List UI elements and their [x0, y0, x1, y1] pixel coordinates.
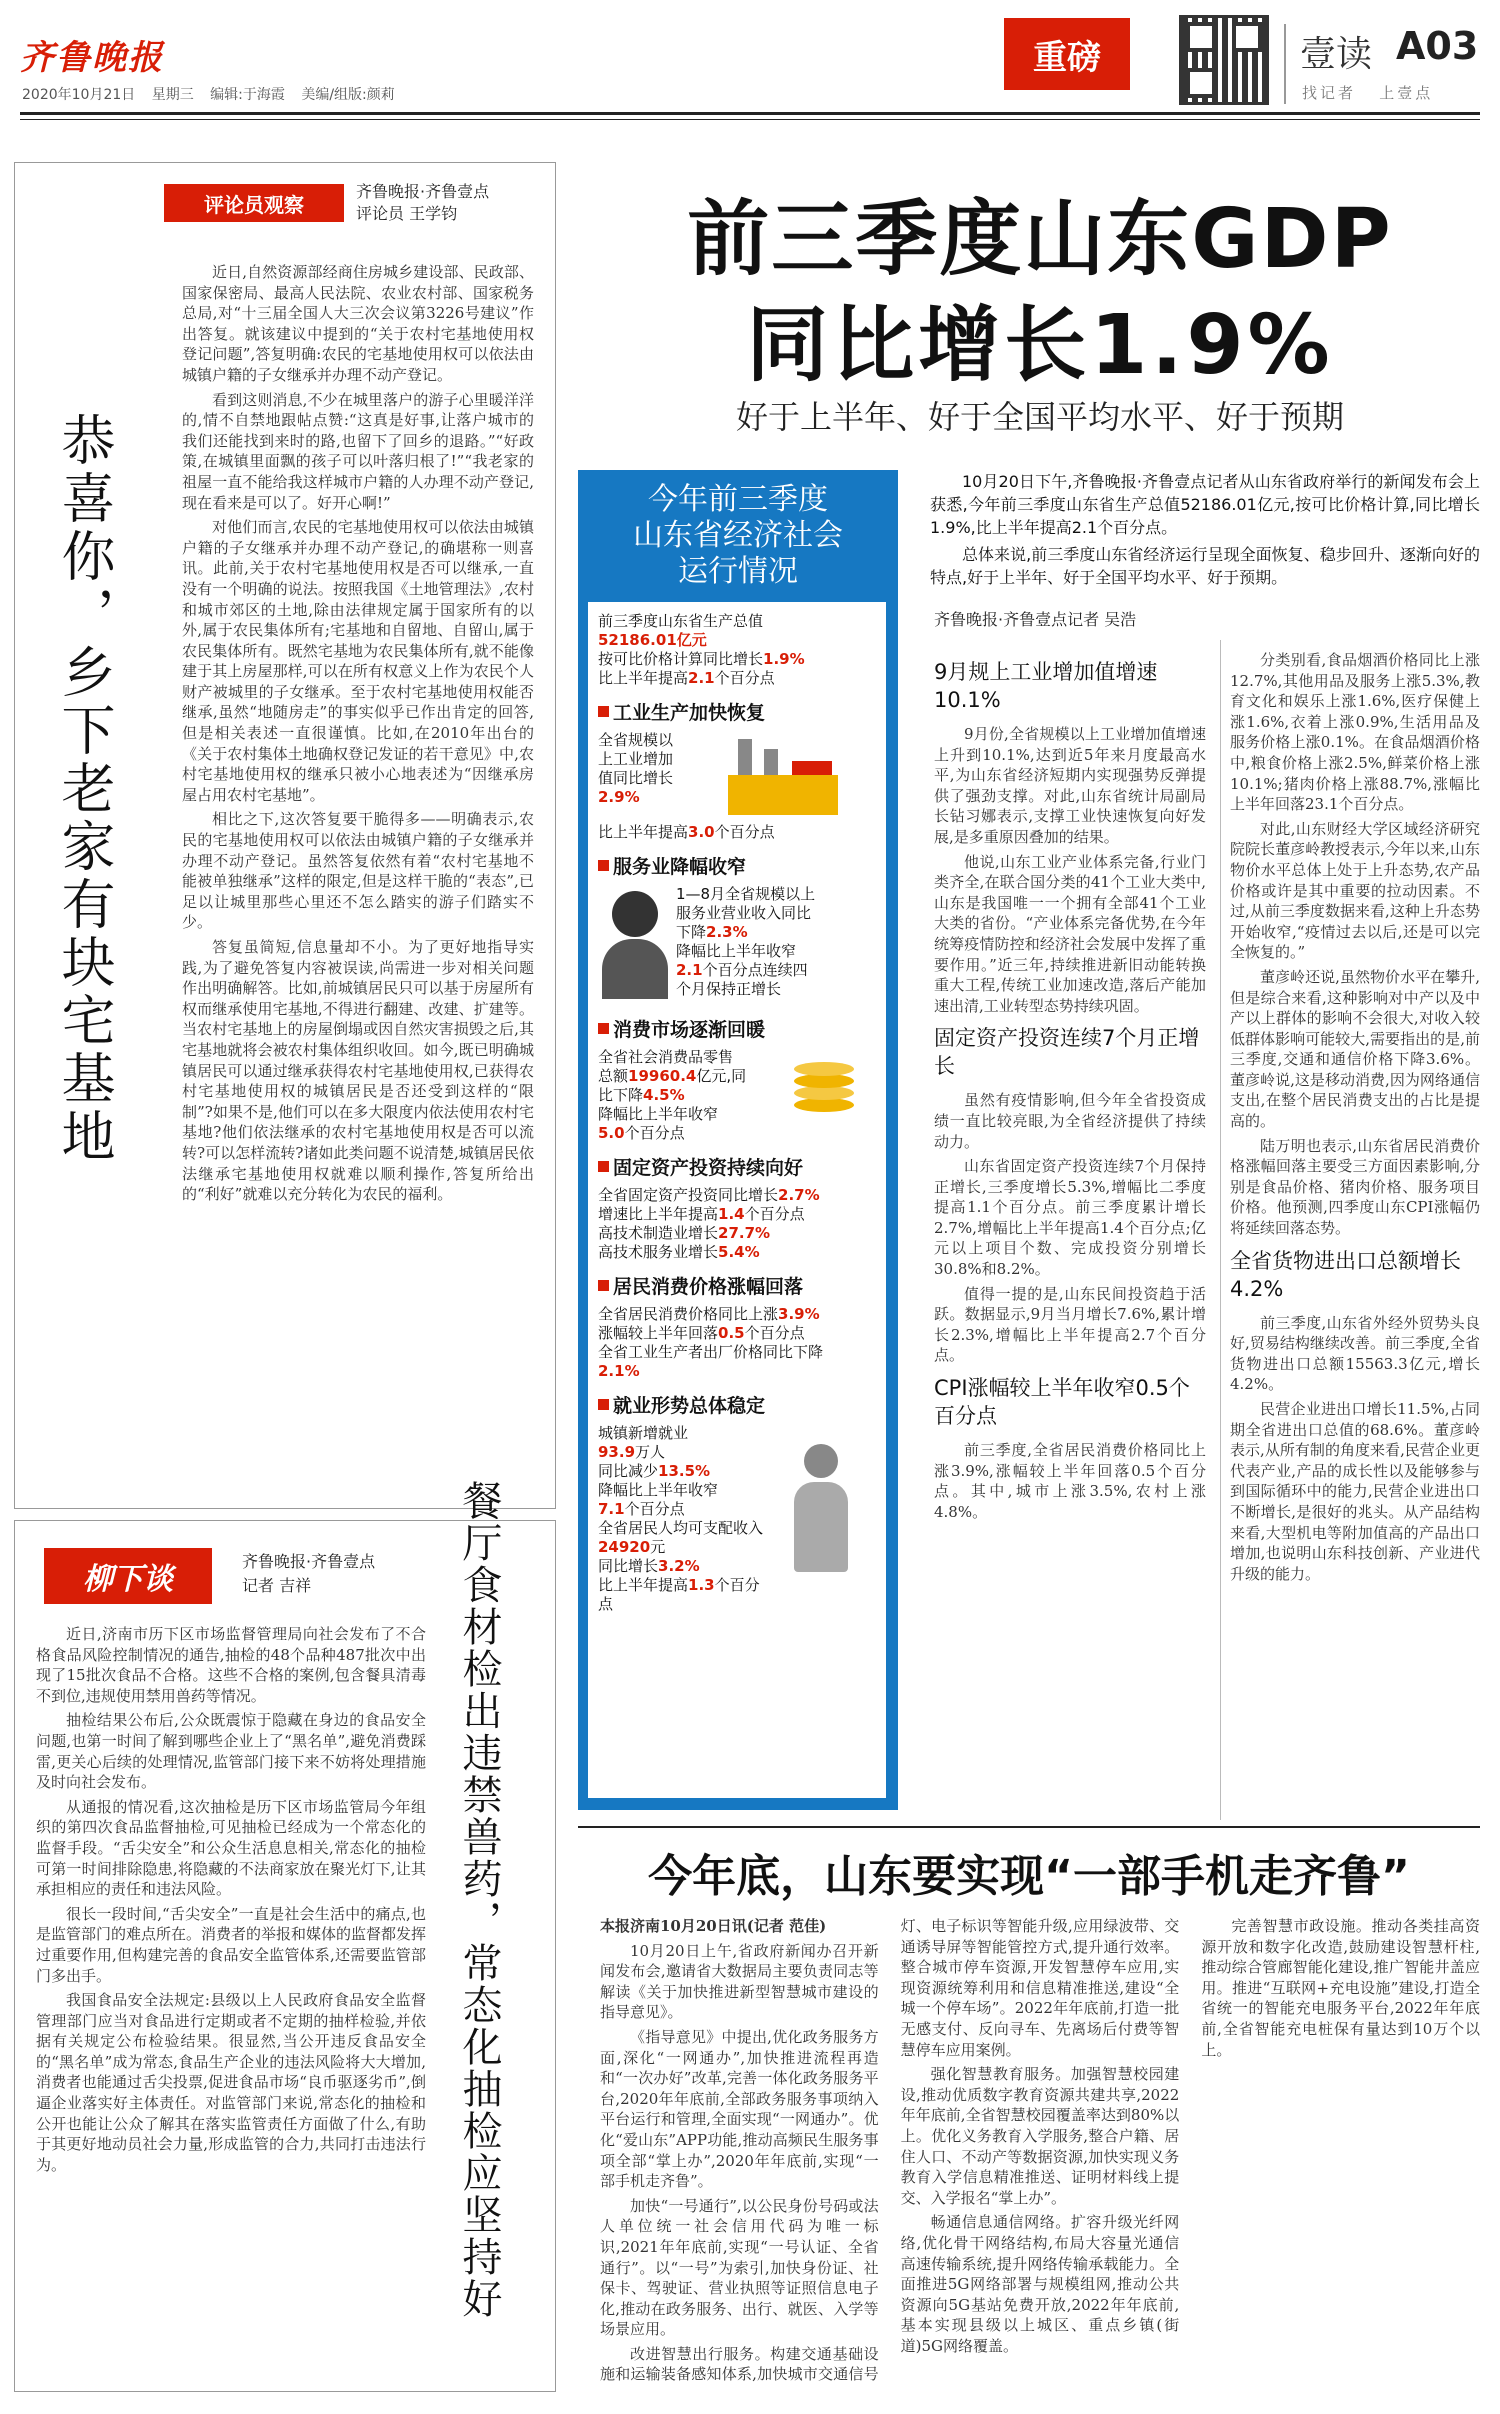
- article-paragraph: 分类别看,食品烟酒价格同比上涨12.7%,其他用品及服务上涨5.3%,教育文化和娱乐上涨1.6%,医疗保健上涨1.6%,衣着上涨0.9%,生活用品及服务价格上涨0.1%。在食品烟酒价格中,粮食价格上涨2.5%,鲜菜价格上涨10.1%;猪肉价格上涨88.7%,涨幅比上半年回落23.1个百分点。: [1230, 651, 1480, 814]
- main-headline-line2: 同比增长1.9%: [746, 298, 1334, 393]
- commentary-article: [14, 162, 554, 1507]
- phone-headline: 今年底，山东要实现“一部手机走齐鲁”: [648, 1851, 1410, 1902]
- qr-code-icon: [1182, 18, 1266, 102]
- article-paragraph: 前三季度,全省居民消费价格同比上涨3.9%,涨幅较上半年回落0.5个百分点。其中,城市上涨3.5%,农村上涨4.8%。: [934, 1441, 1206, 1521]
- article-paragraph: 山东省固定资产投资连续7个月保持正增长,三季度增长5.3%,增幅比二季度提高1.1个百分点。前三季度累计增长2.7%,增幅比上半年提高1.4个百分点;亿元以上项目个数、完成投资分别增长30.8%和8.2%。: [934, 1157, 1206, 1279]
- willow-paragraph: 近日,济南市历下区市场监督管理局向社会发布了不合格食品风险控制情况的通告,抽检的48个品种487批次中出现了15批次食品不合格。这些不合格的案例,包含餐具清毒不到位,违规使用禁用兽药等情况。: [36, 1625, 426, 1705]
- commentary-author: 评论员 王学钧: [356, 204, 458, 223]
- infobox-section-head: 消费市场逐渐回暖: [598, 1015, 876, 1042]
- willow-author: 记者 吉祥: [242, 1576, 312, 1595]
- article-paragraph: 他说,山东工业产业体系完备,行业门类齐全,在联合国分类的41个工业大类中,山东是我国唯一一个拥有全部41个工业大类的省份。“产业体系完备优势,在今年统筹疫情防控和经济社会发展中发挥了重要作用。”近三年,持续推进新旧动能转换重大工程,传统工业加速改造,落后产能加速出清,工业转型态势持续巩固。: [934, 852, 1206, 1015]
- phone-dateline: 本报济南10月20日讯(记者 范佳): [600, 1917, 827, 1935]
- phone-paragraph: 完善智慧市政设施。推动各类挂高资源开放和数字化改造,鼓励建设智慧杆柱,推动综合管廊智能化建设,推广智能井盖应用。推进“互联网+充电设施”建设,打造全省统一的智能充电服务平台,2022年年底前,全省智能充电桩保有量达到10万个以上。: [1201, 1917, 1480, 2059]
- section-tag: 重磅: [1004, 18, 1130, 90]
- main-subheadline: 好于上半年、好于全国平均水平、好于预期: [735, 398, 1344, 436]
- commentary-paragraph: 对他们而言,农民的宅基地使用权可以依法由城镇户籍的子女继承并办理不动产登记,的确堪称一则喜讯。此前,关于农村宅基地使用权是否可以继承,一直没有一个明确的说法。按照我国《土地管理法》,农村和城市郊区的土地,除由法律规定属于国家所有的以外,属于农民集体所有;宅基地和自留地、自留山,属于农民集体所有。既然宅基地为农民集体所有,就不能像建于其上房屋那样,可以在所有权意义上作为农民个人财产被城里的子女继承。至于农村宅基地使用权能否继承,虽然“地随房走”的事实似乎已作出肯定的回答,但是相关表述一直很谨慎。比如,在2010年出台的《关于农村集体土地确权登记发证的若干意见》中,农村宅基地使用权的继承只被小心地表述为“因继承房屋占用农村宅基地”。: [182, 518, 534, 804]
- willow-paragraph: 很长一段时间,“舌尖安全”一直是社会生活中的痛点,也是监管部门的难点所在。消费者的举报和媒体的监督都发挥过重要作用,但构建完善的食品安全监管体系,还需要监管部门多出手。: [36, 1904, 426, 1985]
- willow-source: 齐鲁晚报·齐鲁壹点: [242, 1552, 376, 1571]
- lead-paragraph: 总体来说,前三季度山东省经济运行呈现全面恢复、稳步回升、逐渐向好的特点,好于上半年、好于全国平均水平、好于预期。: [930, 545, 1480, 587]
- main-headline-line1: 前三季度山东GDP: [687, 192, 1393, 287]
- infobox-inner: 前三季度山东省生产总值 52186.01亿元 按可比价格计算同比增长1.9% 比上半年提高2.1个百分点 工业生产加快恢复 全省规模以 上工业增加 值同比增长 2.9% 比上半年提高3.0个百分点 服务业降幅收窄 1—8月全省规模以上 服务业营业收入同比 下降2.3% 降幅比上半年收窄 2.1个百分点连续四 个月保持正增长 消费市场逐渐回暖 全省社会消费品零售 总额19960.4亿元,同 比下降4.5% 降幅比上半年收窄 5.0个百分点 固定资产投资持续向好 全省固定资产投资同比增长2.7% 增速比上半年提高1.4个百分点 高技术制造业增长27.7% 高技术服务业增长5.4% 居民消费价格涨幅回落 全省居民消费价格同比上涨3.9% 涨幅较上半年回落0.5个百分点 全省工业生产者出厂价格同比下降 2.1% 就业形势总体稳定 城镇新增就业 93.9万人 同比减少13.5% 降幅比上半年收窄 7.1个百分点 全省居民人均可支配收入 24920元 同比增长3.2% 比上半年提高1.3个百分点: [588, 602, 886, 1798]
- willow-paragraph: 抽检结果公布后,公众既震惊于隐藏在身边的食品安全问题,也第一时间了解到哪些企业上了“黑名单”,避免消费踩雷,更关心后续的处理情况,监管部门接下来不妨将处理措施及时向社会发布。: [36, 1711, 426, 1792]
- phone-paragraph: 强化智慧教育服务。加强智慧校园建设,推动优质数字教育资源共建共享,2022年年底前,全省智慧校园覆盖率达到80%以上。优化义务教育入学服务,整合户籍、居住人口、不动产等数据资源,加快实现义务教育入学信息精准推送、证明材料线上提交、入学报名“掌上办”。: [900, 2065, 1180, 2207]
- phone-article-body: [600, 1916, 1480, 2396]
- article-paragraph: 对此,山东财经大学区域经济研究院院长董彦岭教授表示,今年以来,山东物价水平总体上处于上升态势,农产品价格或许是其中重要的拉动因素。不过,从前三季度数据来看,这种上升态势开始收窄,“疫情过去以后,还是可以完全恢复的。”: [1230, 819, 1480, 962]
- main-byline: 齐鲁晚报·齐鲁壹点记者 吴浩: [934, 610, 1137, 629]
- weekday: 星期三: [151, 87, 194, 103]
- commentary-paragraph: 相比之下,这次答复要干脆得多——明确表示,农民的宅基地使用权可以依法由城镇户籍的子女继承并办理不动产登记。虽然答复依然有着“农村宅基地不能被单独继承”这样的限定,但是这样干脆的“表态”,已足以让城里那些心里还不怎么踏实的游子们踏实不少。: [182, 810, 534, 932]
- commentary-paragraph: 看到这则消息,不少在城里落户的游子心里暖洋洋的,情不自禁地跟帖点赞:“这真是好事,让落户城市的我们还能找到来时的路,也留下了回乡的退路。”“好政策,在城镇里面飘的孩子可以叶落归根了!”“我老家的祖屋一直不能给我这样城市户籍的人办理不动产登记,现在看来是可以了。好开心啊!”: [182, 390, 534, 512]
- article-paragraph: 前三季度,山东省外经外贸势头良好,贸易结构继续改善。前三季度,全省货物进出口总额15563.3亿元,增长4.2%。: [1230, 1313, 1480, 1394]
- article-paragraph: 陆万明也表示,山东省居民消费价格涨幅回落主要受三方面因素影响,分别是食品价格、猪肉价格、服务项目价格。他预测,四季度山东CPI涨幅仍将延续回落态势。: [1230, 1136, 1480, 1238]
- commentary-tag: 评论员观察: [164, 184, 344, 222]
- article-paragraph: 民营企业进出口增长11.5%,占同期全省进出口总值的68.6%。董彦岭表示,从所有制的角度来看,民营企业更代表产业,产品的成长性以及能够参与到国际循环中的能力,民营企业进出口不断增长,是很好的兆头。从产品结构来看,大型机电等附加值高的产品出口增加,也说明山东科技创新、产业进代升级的能力。: [1230, 1400, 1480, 1583]
- phone-paragraph: 畅通信息通信网络。扩容升级光纤网络,优化骨干网络结构,布局大容量光通信高速传输系统,提升网络传输承载能力。全面推进5G网络部署与规模组网,推动公共资源向5G基站免费开放,2022年年底前,基本实现县级以上城区、重点乡镇(街道)5G网络覆盖。: [900, 2213, 1180, 2355]
- article-paragraph: 虽然有疫情影响,但今年全省投资成绩一直比较亮眼,为全省经济提供了持续动力。: [934, 1091, 1206, 1151]
- commentary-paragraph: 近日,自然资源部经商住房城乡建设部、民政部、国家保密局、最高人民法院、农业农村部、国家税务总局,对“十三届全国人大三次会议第3226号建议”作出答复。就该建议中提到的“关于农村宅基地使用权登记问题”,答复明确:农民的宅基地使用权可以依法由城镇户籍的子女继承并办理不动产登记。: [182, 263, 534, 384]
- service-agent-icon: [598, 885, 676, 1005]
- section-heading: 9月规上工业增加值增速10.1%: [934, 660, 1158, 712]
- willow-paragraph: 从通报的情况看,这次抽检是历下区市场监管局今年组织的第四次食品监督抽检,可见抽检已经成为一个常态化的监督手段。“舌尖安全”和公众生活息息相关,常态化的抽检可第一时间排除隐患,将隐藏的不法商家放在聚光灯下,让其承担相应的责任和违法风险。: [36, 1797, 426, 1899]
- willow-title: 餐厅食材检出违禁兽药，常态化抽检应坚持好: [456, 1480, 502, 2320]
- lead-paragraph: 10月20日下午,齐鲁晚报·齐鲁壹点记者从山东省政府举行的新闻发布会上获悉,今年前三季度山东省生产总值52186.01亿元,按可比价格计算,同比增长1.9%,比上半年提高2.1个百分点。: [930, 472, 1480, 537]
- economic-infobox: [578, 470, 898, 1810]
- phone-paragraph: 加快“一号通行”,以公民身份号码或法人单位统一社会信用代码为唯一标识,2021年年底前,实现“一号认证、全省通行”。以“一号”为索引,加快身份证、社保卡、驾驶证、营业执照等证照信息电子化,推动在政务服务、出行、就医、入学等场景应用。: [600, 2196, 879, 2339]
- main-column-a: [934, 650, 1206, 1820]
- main-column-b: [1230, 650, 1480, 1820]
- commentary-title: 恭喜你，乡下老家有块宅基地: [53, 412, 116, 1166]
- coins-icon: [774, 1048, 874, 1138]
- section-heading: 全省货物进出口总额增长4.2%: [1230, 1248, 1461, 1301]
- right-sub-label: 找记者 上壹点: [1302, 84, 1434, 102]
- commentary-body: [182, 262, 534, 1492]
- willow-tag: 柳下谈: [44, 1548, 212, 1604]
- article-paragraph: 董彦岭还说,虽然物价水平在攀升,但是综合来看,这种影响对中产以及中产以上群体的影响不会很大,对收入较低群体影响可能较大,需要指出的是,前三季度,交通和通信价格下降3.6%。董彦岭说,这是移动消费,因为网络通信支出,在整个居民消费支出的占比是提高的。: [1230, 967, 1480, 1131]
- infobox-section-head: 居民消费价格涨幅回落: [598, 1272, 876, 1299]
- designer: 美编/组版:颜莉: [301, 87, 395, 103]
- infobox-title: 今年前三季度 山东省经济社会 运行情况: [633, 482, 843, 589]
- editor: 编辑:于海霞: [210, 87, 285, 103]
- page-number: A03: [1396, 24, 1479, 68]
- newspaper-logo: 齐鲁晚报: [20, 38, 164, 78]
- willow-paragraph: 我国食品安全法规定:县级以上人民政府食品安全监督管理部门应当对食品进行定期或者不定期的抽样检验,并依据有关规定公布检验结果。很显然,当公开违反食品安全的“黑名单”成为常态,食品生产企业的违法风险将大大增加,消费者也能通过舌尖投票,促进食品市场“良币驱逐劣币”,倒逼企业落实好主体责任。对监管部门来说,常态化的抽检和公开也能让公众了解其在落实监管责任方面做了什么,有助于其更好地动员社会力量,形成监管的合力,共同打击违法行为。: [36, 1991, 426, 2174]
- date-line: [22, 84, 395, 104]
- infobox-section-head: 服务业降幅收窄: [598, 852, 876, 879]
- article-paragraph: 9月份,全省规模以上工业增加值增速上升到10.1%,达到近5年来月度最高水平,为山东省经济短期内实现强势反弹提供了强劲支撑。对此,山东省统计局副局长钻习娜表示,支撑工业快速恢复向好发展,是多重原因叠加的结果。: [934, 725, 1206, 846]
- infobox-section-head: 固定资产投资持续向好: [598, 1153, 876, 1180]
- infobox-section-head: 就业形势总体稳定: [598, 1391, 876, 1418]
- factory-icon: [708, 731, 858, 815]
- people-icon: [774, 1424, 874, 1584]
- main-lead: [930, 470, 1480, 593]
- phone-paragraph: 改进智慧出行服务。构建交通基础设施和运输装备感知体系,加快城市交通信号灯、电子标识等智能升级,应用绿波带、交通诱导屏等智能管控方式,提升通行效率。整合城市停车资源,开发智慧停车应用,实现资源统筹利用和信息精准推送,建设“全城一个停车场”。2022年年底前,打造一批无感支付、反向寻车、先离场后付费等智慧停车应用案例。: [600, 1917, 1180, 2384]
- commentary-source: 齐鲁晚报·齐鲁壹点: [356, 182, 490, 201]
- willow-body: [36, 1624, 426, 2379]
- commentary-paragraph: 答复虽简短,信息量却不小。为了更好地指导实践,为了避免答复内容被误读,尚需进一步对相关问题作出明确解答。比如,前城镇居民只可以基于房屋所有权而继承使用宅基地,不得进行翻建、改建、扩建等。当农村宅基地上的房屋倒塌或因自然灾害损毁之后,其宅基地就将会被农村集体组织收回。如今,既已明确城镇居民可以通过继承获得农村宅基地使用权,已获得农村宅基地使用权的城镇居民是否还受到这样的“限制”?如果不是,他们可以在多大限度内依法使用农村宅基地?他们依法继承的农村宅基地使用权是否可以流转?可以怎样流转?诸如此类问题不说清楚,城镇居民依法继承宅基地使用权就难以顺利操作,答复所给出的“利好”就难以充分转化为农民的福利。: [182, 938, 534, 1204]
- phone-paragraph: 《指导意见》中提出,优化政务服务方面,深化“一网通办”,加快推进流程再造和“一次办好”改革,完善一体化政务服务平台,2020年年底前,全部政务服务事项纳入平台运行和管理,全面实现“一网通办”。优化“爱山东”APP功能,推动高频民生服务事项全部“掌上办”,2020年年底前,实现“一部手机走齐鲁”。: [600, 2027, 879, 2191]
- phone-paragraph: 10月20日上午,省政府新闻办召开新闻发布会,邀请省大数据局主要负责同志等解读《关于加快推进新型智慧城市建设的指导意见》。: [600, 1941, 879, 2022]
- section-heading: CPI涨幅较上半年收窄0.5个百分点: [934, 1376, 1190, 1429]
- gdp-block: 前三季度山东省生产总值 52186.01亿元 按可比价格计算同比增长1.9% 比上半年提高2.1个百分点: [598, 612, 805, 687]
- right-section-name: 壹读: [1300, 34, 1373, 75]
- article-paragraph: 值得一提的是,山东民间投资趋于活跃。数据显示,9月当月增长7.6%,累计增长2.3%,增幅比上半年提高2.7个百分点。: [934, 1284, 1206, 1365]
- infobox-section-head: 工业生产加快恢复: [598, 698, 876, 725]
- section-heading: 固定资产投资连续7个月正增长: [934, 1026, 1200, 1079]
- willow-article: [14, 1480, 554, 2390]
- issue-date: 2020年10月21日: [22, 87, 136, 103]
- masthead: [0, 0, 1500, 140]
